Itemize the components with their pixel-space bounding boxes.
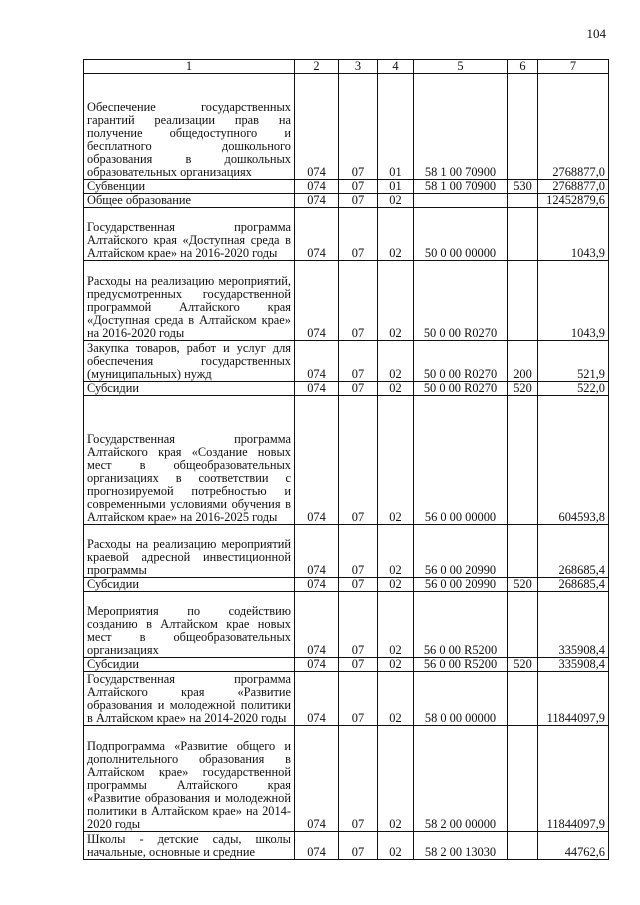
table-row bbox=[84, 592, 609, 658]
row-section: 07 bbox=[339, 672, 378, 726]
row-amount: 11844097,9 bbox=[538, 672, 609, 726]
table-row bbox=[84, 194, 609, 208]
row-expense-type bbox=[508, 726, 538, 832]
row-section: 07 bbox=[339, 832, 378, 860]
row-name: Школы - детские сады, школы начальные, основные и средние bbox=[84, 832, 295, 860]
row-expense-type bbox=[508, 194, 538, 208]
header-cell: 6 bbox=[508, 60, 538, 74]
row-expense-type bbox=[508, 525, 538, 578]
row-code: 074 bbox=[295, 658, 339, 672]
row-name: Государственная программа Алтайского края «Создание новых мест в общеобразовательных организациях в соответствии с прогнозируемой потребностью и современными условиями обучения в Алтайском крае» на 2016-2025 годы bbox=[84, 396, 295, 525]
row-amount: 335908,4 bbox=[538, 658, 609, 672]
row-expense-type: 520 bbox=[508, 658, 538, 672]
row-section: 07 bbox=[339, 592, 378, 658]
row-code: 074 bbox=[295, 341, 339, 382]
row-article: 50 0 00 00000 bbox=[414, 208, 508, 261]
row-subsection: 01 bbox=[378, 180, 414, 194]
row-code: 074 bbox=[295, 261, 339, 341]
row-amount: 335908,4 bbox=[538, 592, 609, 658]
row-section: 07 bbox=[339, 658, 378, 672]
table-row bbox=[84, 74, 609, 180]
table-row bbox=[84, 261, 609, 341]
row-article bbox=[414, 194, 508, 208]
row-expense-type: 530 bbox=[508, 180, 538, 194]
row-amount: 12452879,6 bbox=[538, 194, 609, 208]
header-cell: 4 bbox=[378, 60, 414, 74]
row-expense-type bbox=[508, 396, 538, 525]
row-subsection: 02 bbox=[378, 672, 414, 726]
row-subsection: 02 bbox=[378, 592, 414, 658]
table-row bbox=[84, 832, 609, 860]
row-amount: 1043,9 bbox=[538, 261, 609, 341]
row-amount: 2768877,0 bbox=[538, 180, 609, 194]
table-row bbox=[84, 525, 609, 578]
row-section: 07 bbox=[339, 726, 378, 832]
row-name: Подпрограмма «Развитие общего и дополнительного образования в Алтайском крае» государственной программы Алтайского края «Развитие образования и молодежной политики в Алтайском крае» на 2014-2020 годы bbox=[84, 726, 295, 832]
row-name: Государственная программа Алтайского края «Доступная среда в Алтайском крае» на 2016-2020 годы bbox=[84, 208, 295, 261]
row-amount: 268685,4 bbox=[538, 525, 609, 578]
row-subsection: 02 bbox=[378, 194, 414, 208]
row-subsection: 02 bbox=[378, 341, 414, 382]
row-expense-type bbox=[508, 672, 538, 726]
header-cell: 3 bbox=[339, 60, 378, 74]
row-article: 56 0 00 R5200 bbox=[414, 592, 508, 658]
row-subsection: 02 bbox=[378, 832, 414, 860]
table-row bbox=[84, 672, 609, 726]
row-article: 50 0 00 R0270 bbox=[414, 341, 508, 382]
budget-table bbox=[83, 59, 609, 860]
row-name: Расходы на реализацию мероприятий краевой адресной инвестиционной программы bbox=[84, 525, 295, 578]
row-expense-type: 200 bbox=[508, 341, 538, 382]
header-cell: 5 bbox=[414, 60, 508, 74]
row-name: Обеспечение государственных гарантий реализации прав на получение общедоступного и бесплатного дошкольного образования в дошкольных образовательных организациях bbox=[84, 74, 295, 180]
header-cell: 7 bbox=[538, 60, 609, 74]
row-name: Субсидии bbox=[84, 658, 295, 672]
row-subsection: 02 bbox=[378, 208, 414, 261]
table-row bbox=[84, 208, 609, 261]
row-section: 07 bbox=[339, 208, 378, 261]
table-row bbox=[84, 578, 609, 592]
row-section: 07 bbox=[339, 382, 378, 396]
row-article: 58 2 00 00000 bbox=[414, 726, 508, 832]
row-expense-type bbox=[508, 261, 538, 341]
row-article: 50 0 00 R0270 bbox=[414, 382, 508, 396]
row-expense-type: 520 bbox=[508, 382, 538, 396]
row-section: 07 bbox=[339, 525, 378, 578]
table-row bbox=[84, 396, 609, 525]
row-name: Субсидии bbox=[84, 578, 295, 592]
row-subsection: 02 bbox=[378, 658, 414, 672]
row-section: 07 bbox=[339, 578, 378, 592]
page-number: 104 bbox=[586, 26, 606, 41]
row-code: 074 bbox=[295, 396, 339, 525]
header-cell: 2 bbox=[295, 60, 339, 74]
row-article: 56 0 00 20990 bbox=[414, 578, 508, 592]
row-subsection: 02 bbox=[378, 726, 414, 832]
row-amount: 11844097,9 bbox=[538, 726, 609, 832]
row-expense-type bbox=[508, 74, 538, 180]
row-article: 56 0 00 R5200 bbox=[414, 658, 508, 672]
row-expense-type bbox=[508, 832, 538, 860]
row-subsection: 02 bbox=[378, 382, 414, 396]
row-expense-type bbox=[508, 592, 538, 658]
table-row bbox=[84, 726, 609, 832]
row-code: 074 bbox=[295, 726, 339, 832]
row-expense-type bbox=[508, 208, 538, 261]
row-amount: 268685,4 bbox=[538, 578, 609, 592]
row-amount: 604593,8 bbox=[538, 396, 609, 525]
row-article: 56 0 00 00000 bbox=[414, 396, 508, 525]
row-code: 074 bbox=[295, 74, 339, 180]
row-amount: 522,0 bbox=[538, 382, 609, 396]
row-article: 58 0 00 00000 bbox=[414, 672, 508, 726]
table-row bbox=[84, 341, 609, 382]
row-subsection: 02 bbox=[378, 396, 414, 525]
row-name: Субсидии bbox=[84, 382, 295, 396]
row-section: 07 bbox=[339, 180, 378, 194]
row-code: 074 bbox=[295, 592, 339, 658]
row-subsection: 02 bbox=[378, 578, 414, 592]
row-article: 58 1 00 70900 bbox=[414, 74, 508, 180]
row-code: 074 bbox=[295, 832, 339, 860]
row-code: 074 bbox=[295, 208, 339, 261]
row-amount: 521,9 bbox=[538, 341, 609, 382]
row-code: 074 bbox=[295, 382, 339, 396]
row-name: Субвенции bbox=[84, 180, 295, 194]
table-row bbox=[84, 658, 609, 672]
row-section: 07 bbox=[339, 341, 378, 382]
row-expense-type: 520 bbox=[508, 578, 538, 592]
row-name: Закупка товаров, работ и услуг для обеспечения государственных (муниципальных) нужд bbox=[84, 341, 295, 382]
row-code: 074 bbox=[295, 525, 339, 578]
row-subsection: 02 bbox=[378, 261, 414, 341]
row-amount: 44762,6 bbox=[538, 832, 609, 860]
row-article: 50 0 00 R0270 bbox=[414, 261, 508, 341]
row-section: 07 bbox=[339, 74, 378, 180]
row-name: Государственная программа Алтайского края «Развитие образования и молодежной политики в Алтайском крае» на 2014-2020 годы bbox=[84, 672, 295, 726]
row-subsection: 02 bbox=[378, 525, 414, 578]
row-article: 58 1 00 70900 bbox=[414, 180, 508, 194]
table-row bbox=[84, 180, 609, 194]
row-name: Расходы на реализацию мероприятий, предусмотренных государственной программой Алтайского края «Доступная среда в Алтайском крае» на 2016-2020 годы bbox=[84, 261, 295, 341]
row-name: Общее образование bbox=[84, 194, 295, 208]
row-article: 58 2 00 13030 bbox=[414, 832, 508, 860]
header-cell: 1 bbox=[84, 60, 295, 74]
row-amount: 1043,9 bbox=[538, 208, 609, 261]
row-code: 074 bbox=[295, 180, 339, 194]
row-code: 074 bbox=[295, 672, 339, 726]
row-name: Мероприятия по содействию созданию в Алтайском крае новых мест в общеобразовательных организациях bbox=[84, 592, 295, 658]
row-subsection: 01 bbox=[378, 74, 414, 180]
row-code: 074 bbox=[295, 194, 339, 208]
row-amount: 2768877,0 bbox=[538, 74, 609, 180]
table-header-row bbox=[84, 60, 609, 74]
table-row bbox=[84, 382, 609, 396]
row-code: 074 bbox=[295, 578, 339, 592]
row-article: 56 0 00 20990 bbox=[414, 525, 508, 578]
row-section: 07 bbox=[339, 261, 378, 341]
row-section: 07 bbox=[339, 396, 378, 525]
row-section: 07 bbox=[339, 194, 378, 208]
